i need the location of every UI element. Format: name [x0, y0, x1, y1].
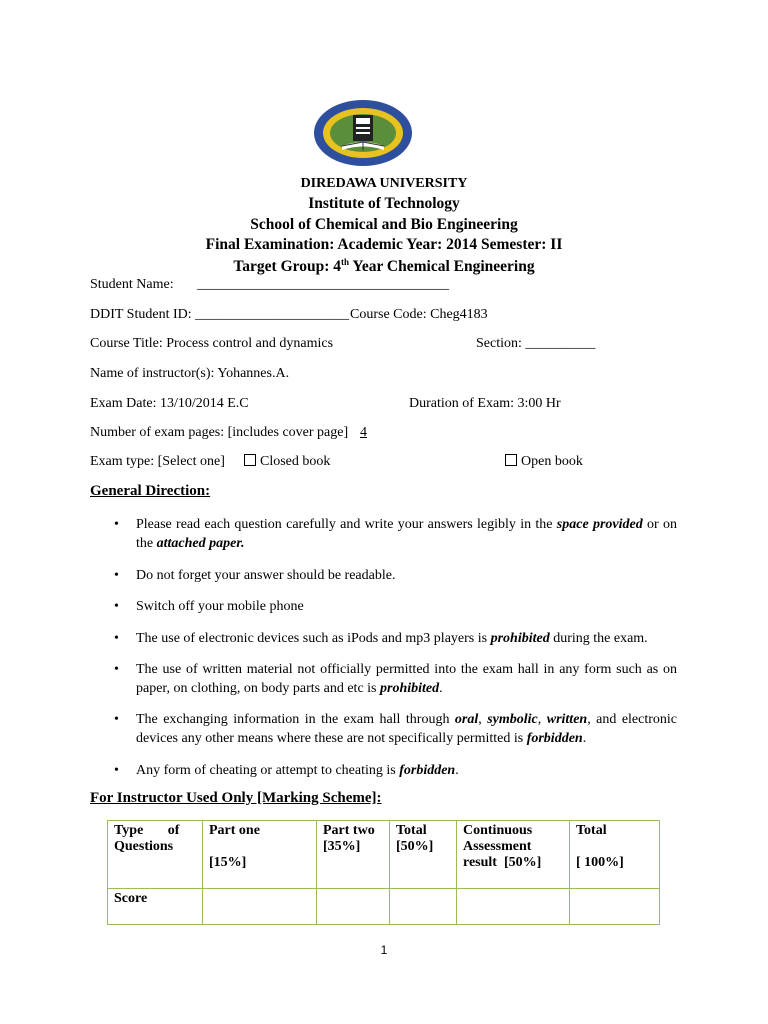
direction-item-7: Any form of cheating or attempt to cheating is forbidden.	[136, 763, 459, 778]
bullet-icon: •	[114, 662, 119, 677]
header-type-of-questions: Type of Questions	[108, 821, 203, 889]
marking-scheme-table	[107, 820, 660, 925]
score-part-two-cell[interactable]	[317, 889, 390, 925]
closed-book-option[interactable]: Closed book	[244, 454, 330, 470]
header-grand-total: Total [ 100%]	[570, 821, 660, 889]
institute-name: Institute of Technology	[308, 195, 460, 212]
bullet-icon: •	[114, 568, 119, 583]
score-label: Score	[108, 889, 203, 925]
page-number: 1	[380, 943, 388, 957]
university-name: DIREDAWA UNIVERSITY	[300, 176, 468, 191]
exam-date: Exam Date: 13/10/2014 E.C	[90, 396, 249, 411]
exam-title: Final Examination: Academic Year: 2014 Semester: II	[205, 236, 563, 253]
student-name-blank[interactable]: ____________________________________	[197, 277, 449, 292]
university-logo	[312, 98, 414, 168]
bullet-icon: •	[114, 599, 119, 614]
header-total: Total [50%]	[390, 821, 457, 889]
target-group: Target Group: 4th Year Chemical Engineering	[233, 257, 535, 276]
bullet-icon: •	[114, 517, 119, 532]
closed-book-checkbox[interactable]	[244, 454, 256, 466]
score-ca-cell[interactable]	[457, 889, 570, 925]
student-name-label: Student Name:	[90, 277, 174, 292]
bullet-icon: •	[114, 631, 119, 646]
direction-item-6: The exchanging information in the exam hall through oral, symbolic, written, and electronic devices any other means where these are not specifically permitted is forbidden.	[136, 712, 678, 746]
course-code: Course Code: Cheg4183	[350, 307, 488, 322]
section-field[interactable]: Section: __________	[476, 336, 596, 351]
header-continuous-assessment: Continuous Assessment result [50%]	[457, 821, 570, 889]
exam-pages-label: Number of exam pages: [includes cover page]	[90, 425, 349, 440]
header-part-two: Part two [35%]	[317, 821, 390, 889]
exam-type-label: Exam type: [Select one]	[90, 454, 225, 469]
instructor-name: Name of instructor(s): Yohannes.A.	[90, 366, 290, 381]
header-part-one: Part one [15%]	[203, 821, 317, 889]
bullet-icon: •	[114, 763, 119, 778]
exam-pages-value: 4	[360, 425, 367, 440]
bullet-icon: •	[114, 712, 119, 727]
direction-item-5: The use of written material not officially permitted into the exam hall in any form such as on paper, on clothing, on body parts and etc is prohibited.	[136, 662, 677, 696]
school-name: School of Chemical and Bio Engineering	[250, 216, 518, 233]
exam-duration: Duration of Exam: 3:00 Hr	[409, 396, 561, 411]
score-grand-total-cell[interactable]	[570, 889, 660, 925]
course-title: Course Title: Process control and dynamics	[90, 336, 334, 351]
marking-scheme-title: For Instructor Used Only [Marking Scheme]:	[90, 790, 382, 806]
direction-item-2: Do not forget your answer should be readable.	[136, 568, 396, 583]
direction-item-3: Switch off your mobile phone	[136, 599, 304, 614]
open-book-option[interactable]: Open book	[505, 454, 583, 470]
direction-item-4: The use of electronic devices such as iPods and mp3 players is prohibited during the exam.	[136, 631, 648, 646]
open-book-checkbox[interactable]	[505, 454, 517, 466]
general-direction-title: General Direction:	[90, 483, 211, 499]
student-id-field[interactable]: DDIT Student ID: ______________________	[90, 307, 350, 322]
score-part-one-cell[interactable]	[203, 889, 317, 925]
score-total-cell[interactable]	[390, 889, 457, 925]
direction-item-1: Please read each question carefully and write your answers legibly in the space provided or on the attached paper.	[136, 517, 677, 551]
